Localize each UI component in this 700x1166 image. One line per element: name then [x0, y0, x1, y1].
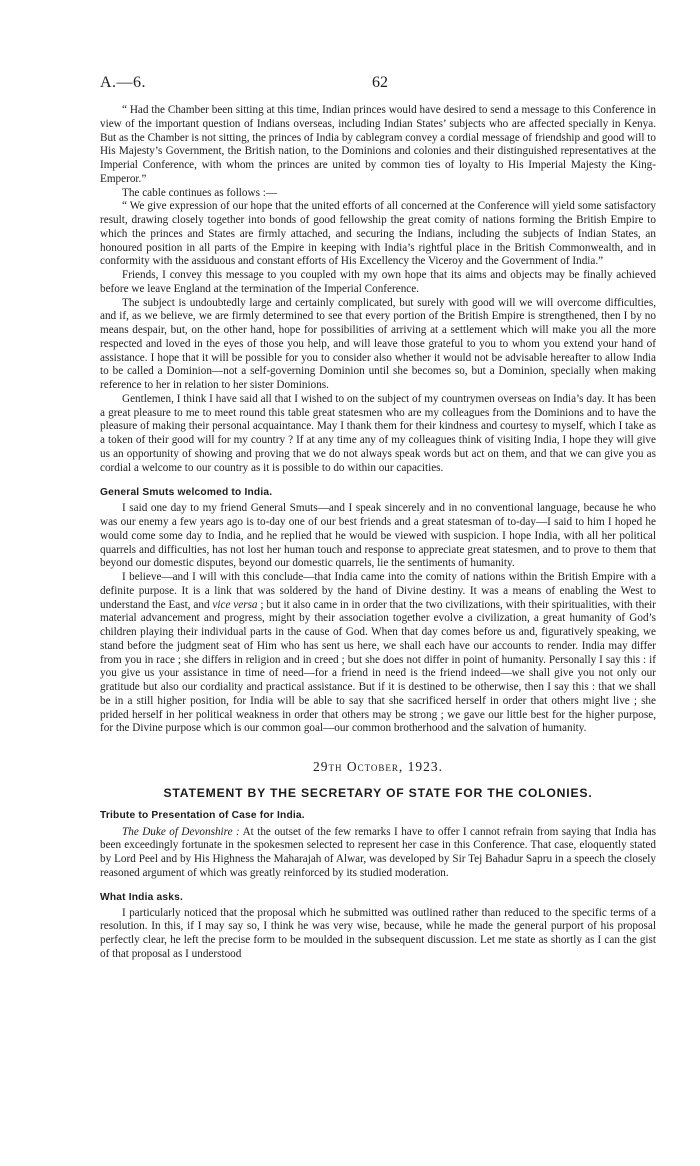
document-reference: A.—6. — [100, 74, 147, 91]
paragraph-believe-part-a: I believe—and I will with this conclude—that India came into the comity of nations within the British Empire with a definite purpose. It is a link that was soldered by the hand of Divine destiny. It was a means of enabling the West to understand the East, and — [100, 571, 656, 611]
document-body — [100, 104, 656, 962]
section-heading-india-asks: What India asks. — [100, 891, 184, 903]
paragraph-subject: The subject is undoubtedly large and certainly complicated, but surely with good will we will overcome difficulties, and if, as we believe, we are firmly determined to see that every portion of the British Empire is strengthened, then I by no means despair, but, on the other hand, hope for possibilities of arriving at a settlement which will make you all the more respected and loved in the eyes of those you help, and will leave those grateful to you to whom you extend your hand of assistance. I hope that it will be possible for you to consider also whether it would not be advisable hereafter to allow India to be called a Dominion—not a self-governing Dominion until she becomes so, but a Dominion, specially when making reference to her in relation to her sister Dominions. — [100, 296, 656, 391]
paragraph-friends: Friends, I convey this message to you coupled with my own hope that its aims and objects may be finally achieved before we leave England at the termination of the Imperial Conference. — [100, 269, 656, 295]
vice-versa-italic: vice versa — [212, 598, 258, 611]
paragraph-believe-part-b: ; but it also came in in order that the two civilizations, with their spiritualities, with their material advancement and progress, might by their association together evolve a civilization, a great humanity of God’s children playing their individual parts in the cause of God. When that day comes before us and, figuratively speaking, we stand before the judgment seat of Him who has sent us here, we shall each have our accounts to render. India may differ from you in race ; she differs in religion and in creed ; but she does not differ in point of humanity. Personally I say this : if you give us your assistance in time of need—for a friend in need is the friend indeed—we shall give you not only our gratitude but also our cordiality and practical assistance. But if it is destined to be otherwise, then I say this : that we shall be in a still higher position, for India will be able to say that she sacrificed herself in order that others might live ; she prided herself in her political weakness in order that others may be strong ; we gave our little best for the higher purpose, for the Divine purpose which is our common goal—our common brotherhood and the salvation of humanity. — [100, 598, 657, 735]
paragraph-tribute — [100, 826, 656, 881]
quote-paragraph-chamber: “ Had the Chamber been sitting at this time, Indian princes would have desired to send a message to this Conference in view of the important question of Indians overseas, including Indian States’ subjects who are affected specially in Kenya. But as the Chamber is not sitting, the princes of India by cablegram convey a cordial message of friendship and good will to His Majesty’s Government, the British nation, to the Dominions and colonies and their distinguished representatives at the Imperial Conference, with whom the princes are united by common ties of loyalty to His Imperial Majesty the King-Emperor.” — [100, 104, 656, 185]
paragraph-smuts: I said one day to my friend General Smuts—and I speak sincerely and in no conventional language, because he who was our enemy a few years ago is to-day one of our best friends and a great statesman of to-day—I said to him I hoped he would come some day to India, and he replied that he would be viewed with suspicion. I hope India, with all her political quarrels and difficulties, has not lost her human touch and response to appreciate great statesmen, and to prove to them that beyond our domestic disputes, beyond our domestic quarrels, lie the sentiments of humanity. — [100, 502, 656, 570]
paragraph-gentlemen: Gentlemen, I think I have said all that I wished to on the subject of my countrymen overseas on India’s day. It has been a great pleasure to me to meet round this table great statesmen who are my colleagues from the Dominions and to have the pleasure of making their personal acquaintance. May I thank them for their kindness and courtesy to myself, which I take as a token of their good will for my country ? If at any time any of my colleagues think of visiting India, I hope they will give us an opportunity of showing and proving that we do not always speak words but act on them, and that we can give you as cordial a welcome to our country as it is possible to do within our capacities. — [100, 392, 656, 474]
section-heading-smuts: General Smuts welcomed to India. — [100, 487, 273, 499]
date-heading-text: 29th October, 1923. — [312, 759, 444, 774]
cable-continues-line: The cable continues as follows :— — [122, 186, 278, 199]
section-heading-tribute: Tribute to Presentation of Case for India. — [100, 809, 305, 821]
speaker-name: The Duke of Devonshire : — [122, 825, 240, 838]
date-heading — [100, 760, 656, 774]
page-header — [100, 74, 660, 98]
paragraph-tribute-text: At the outset of the few remarks I have to offer I cannot refrain from saying that India has been exceedingly fortunate in the spokesmen selected to represent her case in this Conference. That case, eloquently stated by Lord Peel and by His Highness the Maharajah of Alwar, was developed by Sir Tej Bahadur Sapru in a speech the closely reasoned argument of which was greatly reinforced by its studied moderation. — [100, 825, 656, 879]
statement-title: STATEMENT BY THE SECRETARY OF STATE FOR THE COLONIES. — [163, 785, 593, 800]
paragraph-india-asks: I particularly noticed that the proposal which he submitted was outlined rather than reduced to the specific terms of a resolution. In this, if I may say so, I think he was very wise, because, while he made the general purport of his proposal perfectly clear, he left the precise form to be moulded in the subsequent discussion. Let me state as shortly as I can the gist of that proposal as I understood — [100, 906, 656, 960]
paragraph-believe — [100, 571, 656, 736]
quote-paragraph-hope: “ We give expression of our hope that the united efforts of all concerned at the Conference will yield some satisfactory result, drawing closely together into bonds of good fellowship the great comity of nations forming the British Empire to which the princes and States are firmly attached, and securing the Indians, including the subjects of Indian States, an honoured position in all parts of the Empire in keeping with India’s rightful place in the British Commonwealth, and in conformity with the assiduous and constant efforts of His Excellency the Viceroy and the Government of India.” — [100, 200, 656, 268]
page-number: 62 — [372, 74, 388, 91]
